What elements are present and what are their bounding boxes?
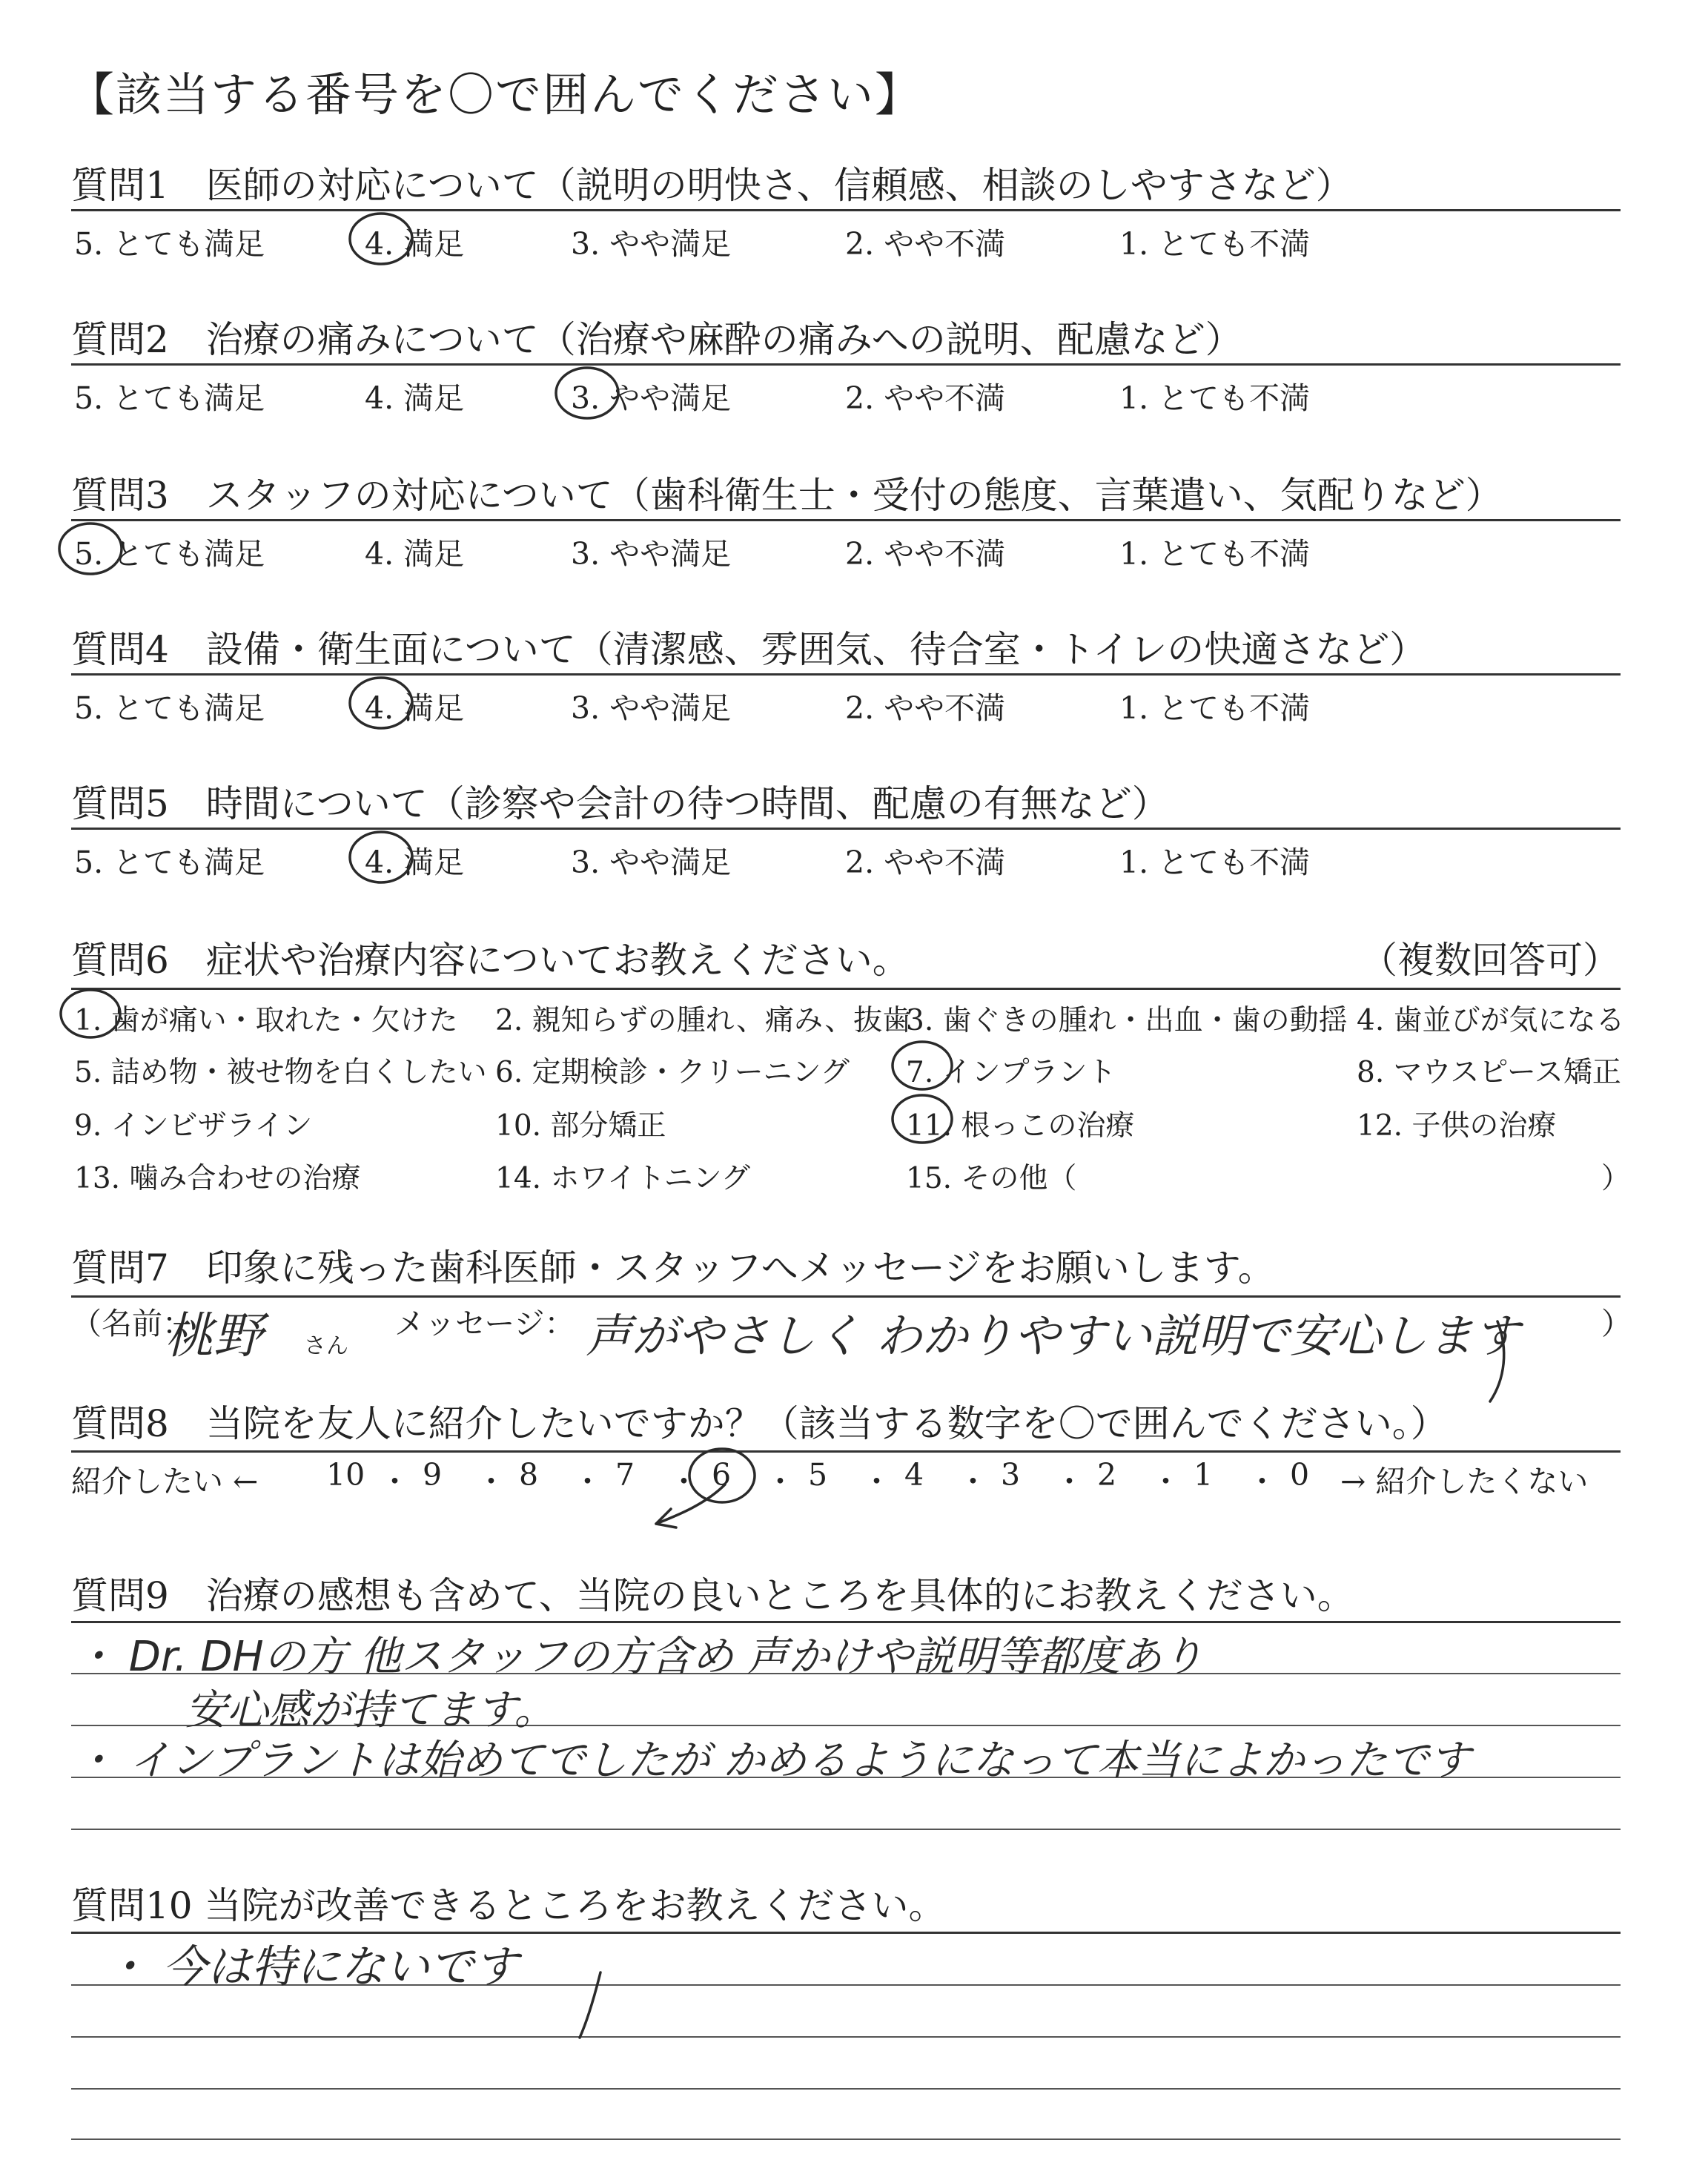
question-heading: 質問2 治療の痛みについて（治療や麻酔の痛みへの説明、配慮など） [71, 318, 1242, 361]
q6-option[interactable]: 12. 子供の治療 [1357, 1109, 1557, 1143]
q8-scale-dot: ・ [572, 1464, 603, 1499]
scale-option[interactable]: 4. 満足 [365, 226, 465, 262]
scale-option[interactable]: 2. やや不満 [845, 536, 1006, 572]
scale-option[interactable]: 3. やや満足 [571, 380, 732, 416]
q6-note: （複数回答可） [1360, 939, 1620, 982]
scale-option[interactable]: 3. やや満足 [571, 226, 732, 262]
q6-option[interactable]: 2. 親知らずの腫れ、痛み、抜歯 [495, 1004, 912, 1037]
q7-message-label: メッセージ： [394, 1306, 575, 1341]
question-heading: 質問5 時間について（診察や会計の待つ時間、配慮の有無など） [71, 782, 1169, 825]
q8-scale-dot: ・ [380, 1464, 410, 1499]
q8-scale-dot: ・ [1151, 1464, 1181, 1499]
q6-heading: 質問6 症状や治療内容についてお教えください。 [71, 939, 910, 982]
q7-heading: 質問7 印象に残った歯科医師・スタッフへメッセージをお願いします。 [71, 1246, 1275, 1289]
scale-option[interactable]: 3. やや満足 [571, 690, 732, 726]
question-rule [71, 519, 1621, 521]
q8-scale-number[interactable]: 9 [423, 1457, 443, 1493]
scale-option[interactable]: 2. やや不満 [845, 845, 1006, 880]
q8-scale-dot: ・ [669, 1464, 699, 1499]
q10-line-rule [71, 2138, 1621, 2140]
q7-name-value: 桃野 [165, 1307, 262, 1364]
q8-scale-number[interactable]: 1 [1194, 1457, 1214, 1493]
question-heading: 質問1 医師の対応について（説明の明快さ、信頼感、相談のしやすさなど） [71, 164, 1353, 207]
scale-option[interactable]: 1. とても不満 [1119, 845, 1311, 880]
q8-scale-number[interactable]: 7 [615, 1457, 635, 1493]
question-heading: 質問3 スタッフの対応について（歯科衛生士・受付の態度、言葉遣い、気配りなど） [71, 474, 1503, 517]
q8-scale-dot: ・ [476, 1464, 506, 1499]
q9-rule [71, 1621, 1621, 1623]
q6-option[interactable]: 8. マウスピース矯正 [1357, 1056, 1621, 1089]
scale-option[interactable]: 4. 満足 [365, 845, 465, 880]
q8-scale-number[interactable]: 5 [808, 1457, 828, 1493]
question-rule [71, 673, 1621, 676]
q6-option[interactable]: 3. 歯ぐきの腫れ・出血・歯の動揺 [906, 1004, 1348, 1037]
scale-option[interactable]: 5. とても満足 [74, 845, 265, 880]
q6-option[interactable]: 15. その他（ [906, 1162, 1077, 1195]
q8-left-label: 紹介したい ← [71, 1464, 259, 1499]
arrow-head [656, 1509, 676, 1527]
q8-scale-dot: ・ [1247, 1464, 1277, 1499]
scale-option[interactable]: 4. 満足 [365, 380, 465, 416]
q10-line-rule [71, 2088, 1621, 2090]
scale-option[interactable]: 3. やや満足 [571, 536, 732, 572]
scale-option[interactable]: 5. とても満足 [74, 536, 265, 572]
q6-option[interactable]: 9. インビザライン [74, 1109, 313, 1143]
q6-rule [71, 988, 1621, 990]
q6-option[interactable]: 7. インプラント [906, 1056, 1116, 1089]
form-title: 【該当する番号を〇で囲んでください】 [68, 67, 923, 122]
q7-close-paren: ） [1601, 1306, 1632, 1341]
q9-answer-line: 安心感が持てます。 [185, 1686, 556, 1734]
answer-tail-stroke [580, 1972, 600, 2038]
scale-option[interactable]: 2. やや不満 [845, 380, 1006, 416]
scale-option[interactable]: 4. 満足 [365, 536, 465, 572]
scale-option[interactable]: 1. とても不満 [1119, 536, 1311, 572]
q8-scale-dot: ・ [861, 1464, 892, 1499]
q8-scale-number[interactable]: 10 [326, 1457, 365, 1493]
scale-option[interactable]: 1. とても不満 [1119, 380, 1311, 416]
q8-right-label: → 紹介したくない [1340, 1464, 1589, 1499]
q10-answer-line: ・ 今は特にないです [104, 1941, 519, 1993]
q7-rule [71, 1295, 1621, 1298]
scale-option[interactable]: 5. とても満足 [74, 690, 265, 726]
scale-option[interactable]: 1. とても不満 [1119, 690, 1311, 726]
scale-option[interactable]: 5. とても満足 [74, 226, 265, 262]
q6-close-paren: ） [1601, 1162, 1631, 1195]
q6-option[interactable]: 1. 歯が痛い・取れた・欠けた [74, 1004, 458, 1037]
q9-heading: 質問9 治療の感想も含めて、当院の良いところを具体的にお教えください。 [71, 1574, 1354, 1617]
q10-heading: 質問10 当院が改善できるところをお教えください。 [71, 1884, 946, 1927]
q6-option[interactable]: 10. 部分矯正 [495, 1109, 666, 1143]
q7-name-suffix: さん [304, 1333, 348, 1359]
scale-option[interactable]: 2. やや不満 [845, 690, 1006, 726]
scale-option[interactable]: 5. とても満足 [74, 380, 265, 416]
q6-option[interactable]: 14. ホワイトニング [495, 1162, 750, 1195]
q9-answer-line: ・ Dr. DHの方 他スタッフの方含め 声かけや説明等都度あり [74, 1633, 1204, 1681]
q8-scale-number[interactable]: 6 [712, 1457, 732, 1493]
q8-scale-dot: ・ [765, 1464, 795, 1499]
question-rule [71, 828, 1621, 830]
question-rule [71, 363, 1621, 366]
q9-answer-line: ・ インプラントは始めてでしたが かめるようになって本当によかったです [74, 1737, 1471, 1785]
q9-line-rule [71, 1829, 1621, 1830]
q6-option[interactable]: 11. 根っこの治療 [906, 1109, 1135, 1143]
q8-rule [71, 1450, 1621, 1453]
q7-name-label: （名前： [71, 1306, 193, 1341]
scale-option[interactable]: 4. 満足 [365, 690, 465, 726]
q8-scale-number[interactable]: 0 [1290, 1457, 1310, 1493]
scale-option[interactable]: 2. やや不満 [845, 226, 1006, 262]
q8-scale-number[interactable]: 4 [904, 1457, 924, 1493]
q8-heading: 質問8 当院を友人に紹介したいですか？（該当する数字を〇で囲んでください。） [71, 1402, 1448, 1445]
q8-scale-number[interactable]: 8 [519, 1457, 539, 1493]
q8-scale-number[interactable]: 2 [1097, 1457, 1117, 1493]
scale-option[interactable]: 3. やや満足 [571, 845, 732, 880]
q6-option[interactable]: 13. 噛み合わせの治療 [74, 1162, 361, 1195]
question-rule [71, 209, 1621, 211]
q8-scale-number[interactable]: 3 [1001, 1457, 1021, 1493]
q8-scale-dot: ・ [1054, 1464, 1085, 1499]
scale-option[interactable]: 1. とても不満 [1119, 226, 1311, 262]
q10-line-rule [71, 2036, 1621, 2038]
question-heading: 質問4 設備・衛生面について（清潔感、雰囲気、待合室・トイレの快適さなど） [71, 628, 1427, 671]
q7-message-value: 声がやさしく わかりやすい説明で安心します [586, 1309, 1520, 1363]
q6-option[interactable]: 4. 歯並びが気になる [1357, 1004, 1625, 1037]
q6-option[interactable]: 5. 詰め物・被せ物を白くしたい [74, 1056, 487, 1089]
q6-option[interactable]: 6. 定期検診・クリーニング [495, 1056, 850, 1089]
q8-scale-dot: ・ [958, 1464, 988, 1499]
